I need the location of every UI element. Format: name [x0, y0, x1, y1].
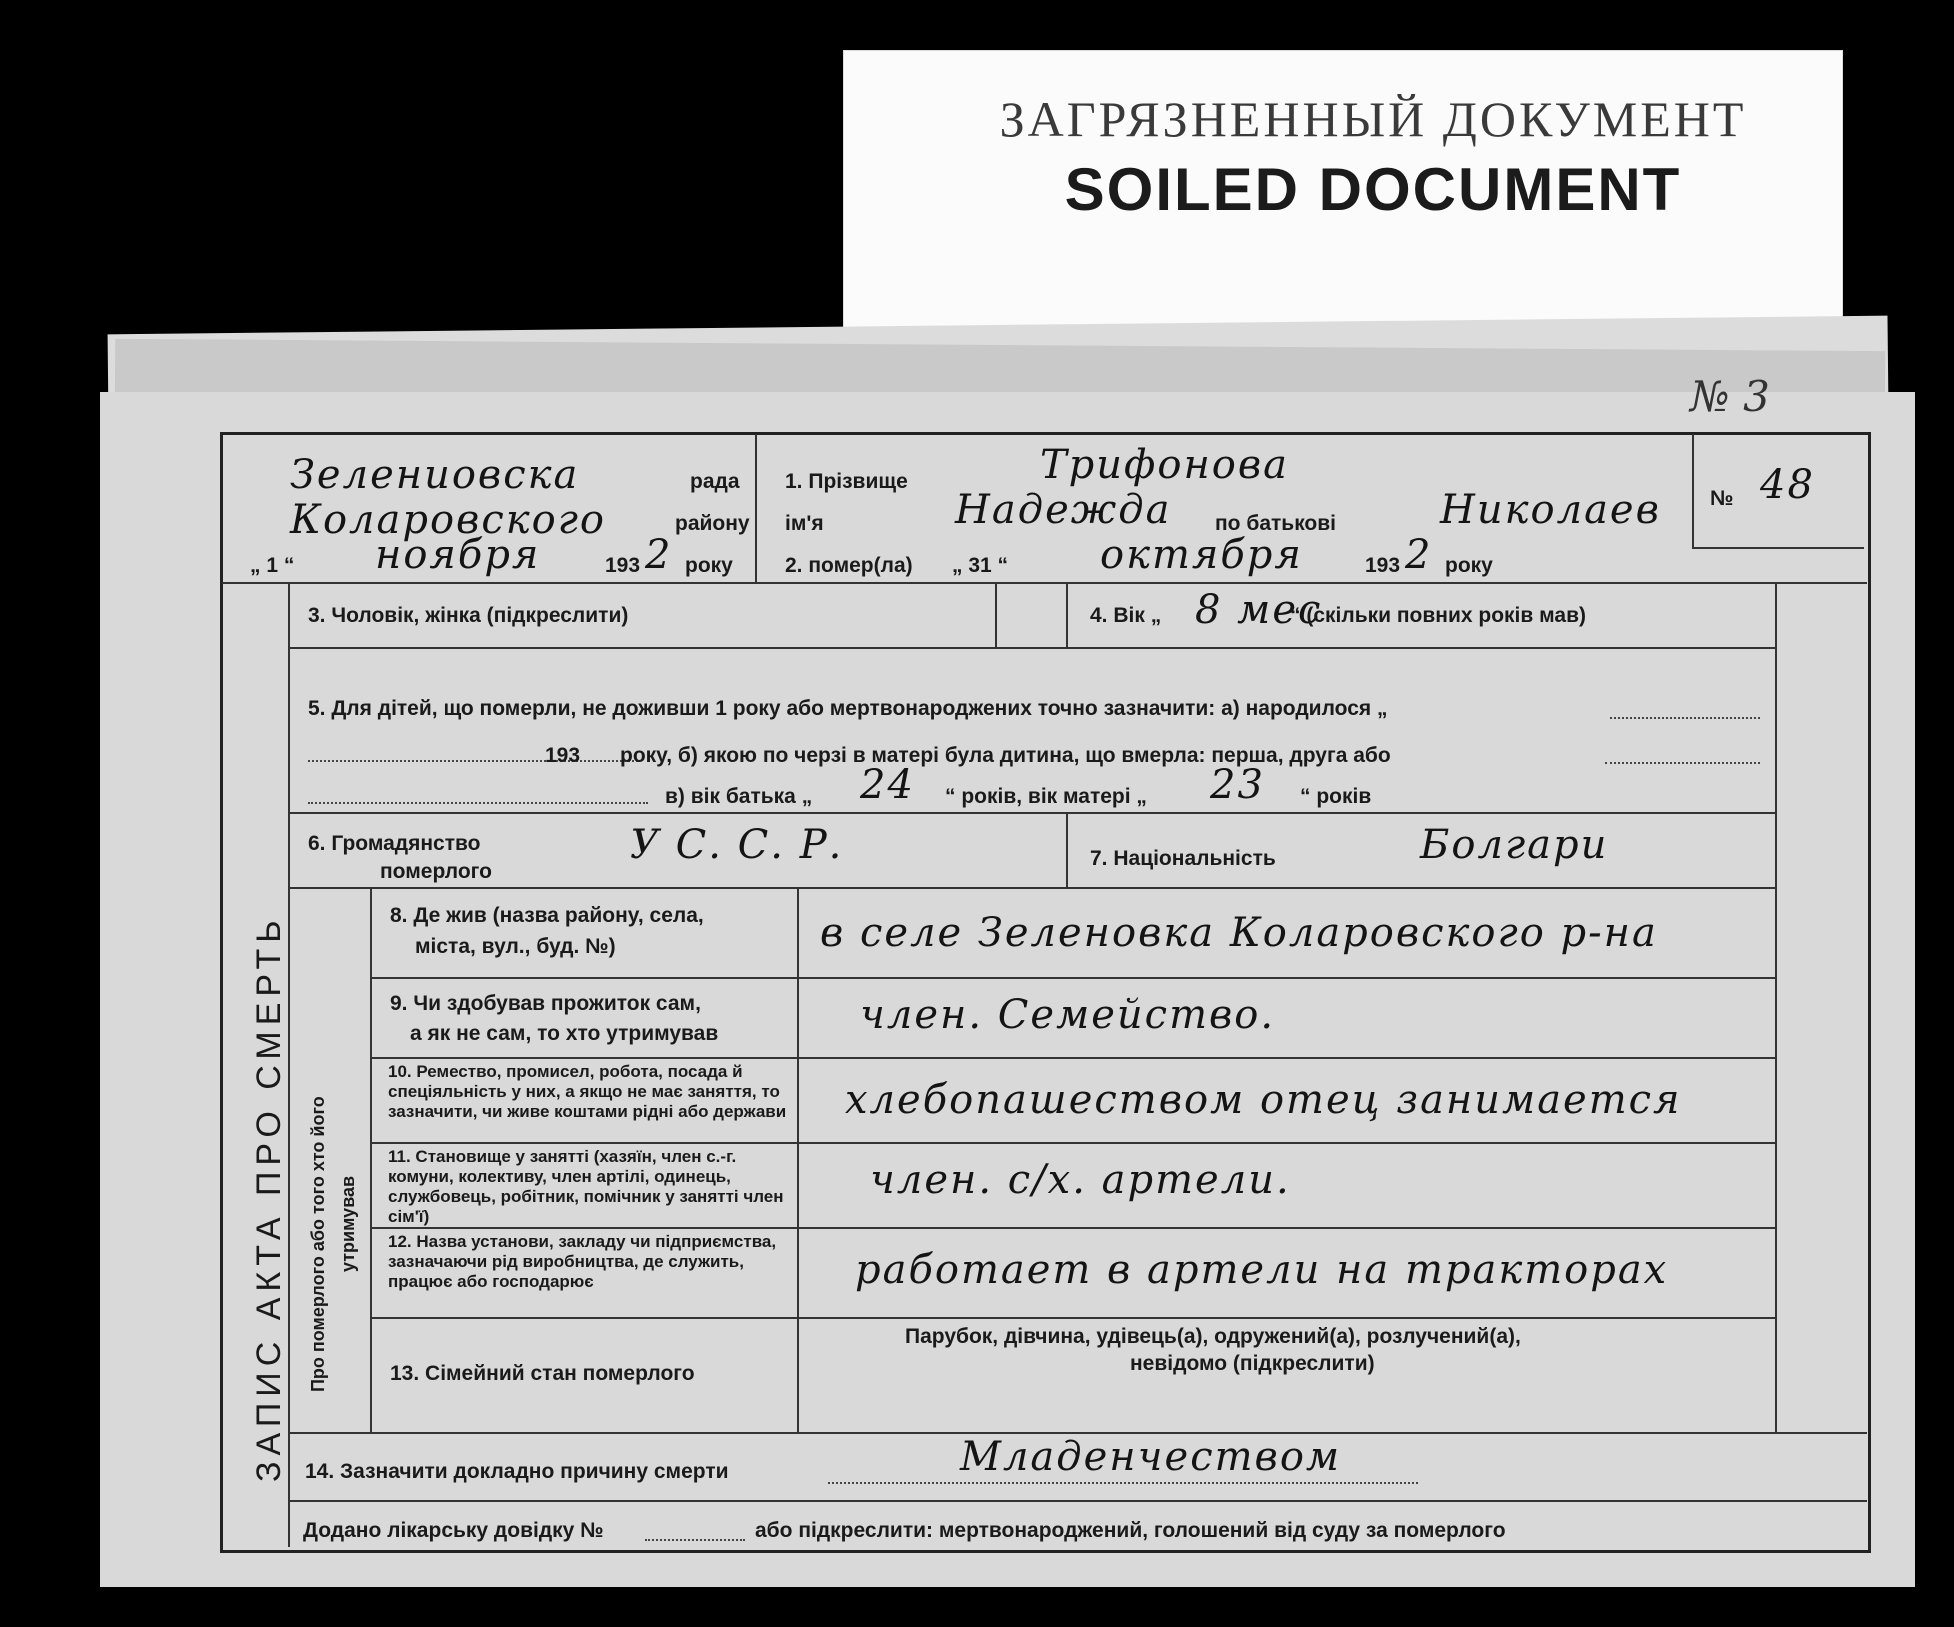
- born-day-field: [308, 760, 638, 762]
- children-year: 193: [545, 744, 581, 767]
- divider: [288, 647, 1775, 649]
- age-label: 4. Вік „: [1090, 604, 1162, 627]
- q12-label: 12. Назва установи, закладу чи підприємства, зазначаючи рід виробництва, де служить, працює або господарює: [388, 1232, 777, 1291]
- citizenship-value: У С. С. Р.: [630, 822, 844, 868]
- cause-of-death-line: [828, 1482, 1418, 1484]
- divider: [370, 1317, 1775, 1319]
- q12-value: работает в артели на тракторах: [855, 1247, 1669, 1293]
- child-order-field-2: [308, 802, 648, 804]
- divider: [370, 1227, 1775, 1229]
- q10-value: хлебопашеством отец занимается: [845, 1077, 1682, 1123]
- reg-date-month: ноября: [375, 532, 541, 578]
- raion-value: Коларовского: [290, 497, 606, 543]
- q13-options-1: Парубок, дівчина, удівець(а), одружений(а), розлучений(а),: [905, 1325, 1521, 1348]
- certificate-number-field: [645, 1539, 745, 1541]
- died-suffix: року: [1445, 554, 1493, 577]
- death-record-card: [100, 372, 1915, 1587]
- reg-date-day: „ 1 “: [250, 554, 295, 577]
- died-day: „ 31 “: [952, 554, 1009, 577]
- children-line-3a: в) вік батька „: [665, 785, 813, 808]
- left-subtitle-1: Про померлого або того хто його: [308, 1096, 328, 1392]
- divider: [288, 582, 290, 1547]
- divider: [370, 1142, 1775, 1144]
- divider: [1775, 582, 1777, 1432]
- divider: [370, 977, 1775, 979]
- divider: [288, 887, 1775, 889]
- q11-value: член. с/х. артели.: [870, 1157, 1291, 1203]
- raion-label: району: [675, 512, 750, 535]
- mother-age: 23: [1210, 762, 1265, 808]
- divider: [1066, 582, 1068, 647]
- sex-label: 3. Чоловік, жінка (підкреслити): [308, 604, 629, 627]
- rada-label: рада: [690, 470, 740, 493]
- surname-label: 1. Прізвище: [785, 470, 908, 493]
- reg-date-suffix: року: [685, 554, 733, 577]
- reg-date-year-digit: 2: [645, 532, 673, 578]
- divider: [288, 1500, 1867, 1502]
- reg-date-year-prefix: 193: [605, 554, 641, 577]
- q8-label-2: міста, вул., буд. №): [415, 935, 616, 958]
- nationality-label: 7. Національність: [1090, 847, 1276, 870]
- q13-label: 13. Сімейний стан померлого: [390, 1362, 695, 1385]
- divider: [797, 887, 799, 1432]
- citizenship-label-2: померлого: [380, 860, 492, 883]
- age-value: 8 мес: [1195, 587, 1323, 633]
- label-english: SOILED DOCUMENT: [1064, 156, 1682, 223]
- children-line-2: року, б) якою по черзі в матері була дитина, що вмерла: перша, друга або: [620, 744, 1391, 767]
- form-title-vertical: ЗАПИС АКТА ПРО СМЕРТЬ: [250, 914, 288, 1482]
- footer-label-2: або підкреслити: мертвонароджений, голошений від суду за померлого: [755, 1519, 1506, 1542]
- q9-value: член. Семейство.: [860, 992, 1276, 1038]
- divider: [1692, 547, 1864, 549]
- q8-label-1: 8. Де жив (назва району, села,: [390, 904, 704, 927]
- q10-label: 10. Ремество, промисел, робота, посада й спеціяльність у них, а якщо не має заняття, то зазначити, чи живе коштами рідні або держави: [388, 1062, 787, 1121]
- q9-label-2: а як не сам, то хто утримував: [410, 1022, 719, 1045]
- surname-value: Трифонова: [1040, 442, 1289, 488]
- nationality-value: Болгари: [1420, 822, 1609, 868]
- born-date-field: [1610, 717, 1760, 719]
- children-line-1: 5. Для дітей, що померли, не доживши 1 року або мертвонароджених точно зазначити: а) народилося „: [308, 697, 1388, 720]
- q8-value: в селе Зеленовка Коларовского р-на: [820, 910, 1658, 956]
- q14-value: Младенчеством: [960, 1434, 1342, 1480]
- citizenship-label-1: 6. Громадянство: [308, 832, 481, 855]
- corner-mark: № 3: [1690, 372, 1770, 421]
- died-year-digit: 2: [1405, 532, 1433, 578]
- died-year-prefix: 193: [1365, 554, 1401, 577]
- soiled-document-label: [843, 50, 1843, 350]
- divider: [370, 1057, 1775, 1059]
- patronymic-value: Николаев: [1440, 487, 1661, 533]
- left-subtitle-2: утримував: [338, 1175, 358, 1272]
- divider: [222, 582, 1867, 584]
- children-line-3b: “ років, вік матері „: [945, 785, 1147, 808]
- q9-label-1: 9. Чи здобував прожиток сам,: [390, 992, 701, 1015]
- father-age: 24: [860, 762, 915, 808]
- name-label: ім'я: [785, 512, 824, 535]
- q13-options-2: невідомо (підкреслити): [1130, 1352, 1375, 1375]
- footer-label-1: Додано лікарську довідку №: [303, 1519, 604, 1542]
- q11-label: 11. Становище у занятті (хазяїн, член с.-г. комуни, колективу, член артілі, одинець, службовець, робітник, помічник у занятті член сім'ї): [388, 1147, 784, 1226]
- q14-label: 14. Зазначити докладно причину смерти: [305, 1460, 729, 1483]
- divider: [1692, 434, 1694, 549]
- rada-value: Зелениовска: [290, 452, 580, 498]
- divider: [1066, 812, 1068, 887]
- divider: [288, 812, 1775, 814]
- died-month: октября: [1100, 532, 1303, 578]
- child-order-field: [1605, 762, 1760, 764]
- record-number-label: №: [1710, 487, 1734, 510]
- divider: [370, 887, 372, 1432]
- divider: [755, 434, 757, 584]
- label-russian: ЗАГРЯЗНЕННЫЙ ДОКУМЕНТ: [999, 91, 1747, 147]
- died-label: 2. помер(ла): [785, 554, 913, 577]
- divider: [995, 582, 997, 647]
- name-value: Надежда: [955, 487, 1172, 533]
- patronymic-label: по батькові: [1215, 512, 1336, 535]
- age-hint: “ (скільки повних років мав): [1290, 604, 1586, 627]
- children-line-3c: “ років: [1300, 785, 1372, 808]
- record-number-value: 48: [1760, 462, 1815, 508]
